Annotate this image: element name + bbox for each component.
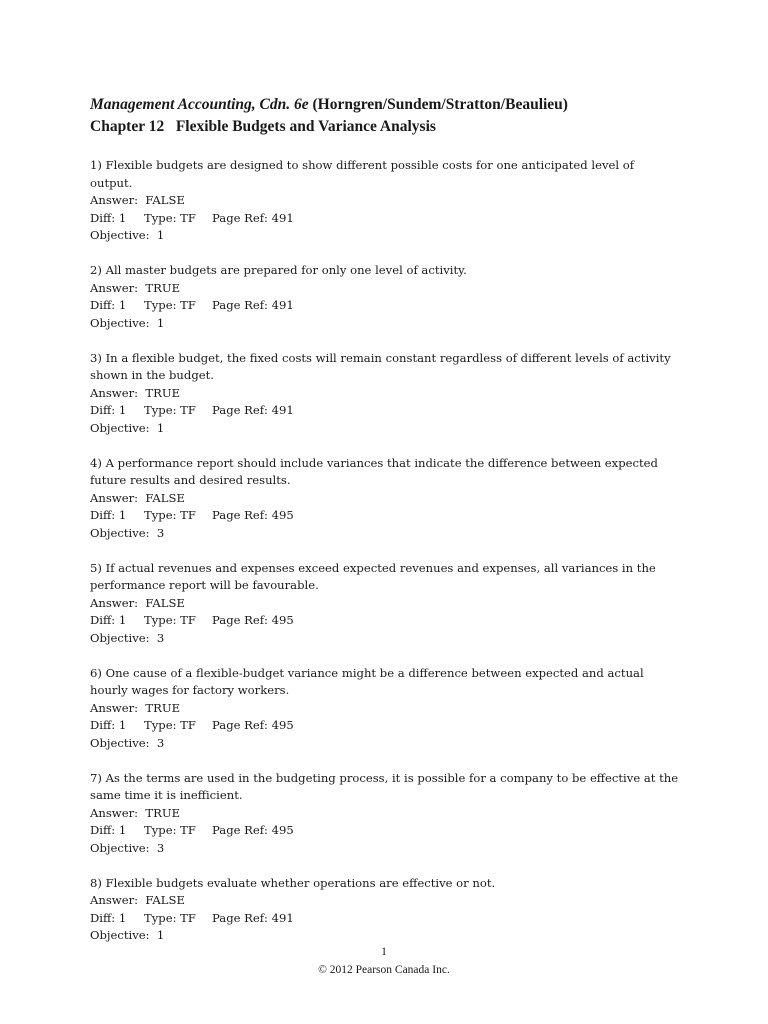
copyright-notice: © 2012 Pearson Canada Inc. <box>318 964 450 976</box>
question-type: Type: TF <box>144 718 196 732</box>
question-answer: Answer: FALSE <box>90 490 185 505</box>
book-authors: (Horngren/Sundem/Stratton/Beaulieu) <box>308 96 568 113</box>
question-diff: Diff: 1 <box>90 508 127 522</box>
question-diff: Diff: 1 <box>90 910 127 925</box>
question-diff: Diff: 1 <box>90 210 127 225</box>
question-item <box>90 455 680 543</box>
question-answer: Answer: TRUE <box>90 805 181 820</box>
question-objective: Objective: 3 <box>90 630 165 645</box>
question-type: Type: TF <box>144 613 196 627</box>
question-diff: Diff: 1 <box>90 823 127 837</box>
question-meta <box>90 822 680 840</box>
page-number: 1 <box>381 946 387 958</box>
question-objective: Objective: 1 <box>90 315 165 330</box>
question-meta <box>90 297 680 315</box>
question-meta <box>90 910 680 928</box>
question-stem: 4) A performance report should include variances that indicate the difference between expected future results and desired results. <box>90 455 658 487</box>
question-type: Type: TF <box>144 910 196 925</box>
question-item <box>90 350 680 438</box>
question-page-ref: Page Ref: 491 <box>212 403 294 417</box>
question-type: Type: TF <box>144 508 196 522</box>
question-type: Type: TF <box>144 823 196 837</box>
question-objective: Objective: 3 <box>90 840 165 855</box>
question-answer: Answer: TRUE <box>90 700 181 715</box>
question-item <box>90 560 680 648</box>
question-stem: 5) If actual revenues and expenses exceed expected revenues and expenses, all variances in the performance report will be favourable. <box>90 560 656 592</box>
question-stem: 2) All master budgets are prepared for only one level of activity. <box>90 263 467 277</box>
question-objective: Objective: 1 <box>90 420 165 435</box>
question-stem: 3) In a flexible budget, the fixed costs will remain constant regardless of different levels of activity shown in the budget. <box>90 350 671 382</box>
question-item <box>90 262 680 332</box>
question-page-ref: Page Ref: 491 <box>212 298 294 312</box>
question-answer: Answer: FALSE <box>90 595 185 610</box>
question-item <box>90 875 680 945</box>
book-title-line <box>90 94 730 116</box>
question-item <box>90 157 680 245</box>
question-meta <box>90 612 680 630</box>
question-type: Type: TF <box>144 210 196 225</box>
question-answer: Answer: TRUE <box>90 280 181 295</box>
question-type: Type: TF <box>144 298 196 312</box>
question-objective: Objective: 3 <box>90 525 165 540</box>
question-diff: Diff: 1 <box>90 613 127 627</box>
question-page-ref: Page Ref: 491 <box>212 210 294 225</box>
question-stem: 1) Flexible budgets are designed to show different possible costs for one anticipated level of output. <box>90 158 635 190</box>
question-type: Type: TF <box>144 403 196 417</box>
question-page-ref: Page Ref: 491 <box>212 910 294 925</box>
question-meta <box>90 210 680 228</box>
question-item <box>90 665 680 753</box>
question-list <box>90 157 680 962</box>
question-stem: 8) Flexible budgets evaluate whether operations are effective or not. <box>90 875 496 890</box>
question-diff: Diff: 1 <box>90 298 127 312</box>
question-meta <box>90 507 680 525</box>
question-answer: Answer: TRUE <box>90 385 181 400</box>
question-meta <box>90 717 680 735</box>
question-page-ref: Page Ref: 495 <box>212 613 294 627</box>
document-header <box>90 94 730 138</box>
chapter-title: Chapter 12 Flexible Budgets and Variance Analysis <box>90 118 436 135</box>
question-diff: Diff: 1 <box>90 718 127 732</box>
question-page-ref: Page Ref: 495 <box>212 508 294 522</box>
question-stem: 6) One cause of a flexible-budget variance might be a difference between expected and actual hourly wages for factory workers. <box>90 665 644 697</box>
question-item <box>90 770 680 858</box>
question-diff: Diff: 1 <box>90 403 127 417</box>
question-objective: Objective: 1 <box>90 228 165 242</box>
question-answer: Answer: FALSE <box>90 893 185 907</box>
question-meta <box>90 402 680 420</box>
question-objective: Objective: 3 <box>90 735 165 750</box>
question-answer: Answer: FALSE <box>90 193 185 207</box>
question-stem: 7) As the terms are used in the budgeting process, it is possible for a company to be effective at the same time it is inefficient. <box>90 770 679 802</box>
question-page-ref: Page Ref: 495 <box>212 718 294 732</box>
book-title: Management Accounting, Cdn. 6e <box>90 96 309 113</box>
question-objective: Objective: 1 <box>90 928 165 942</box>
question-page-ref: Page Ref: 495 <box>212 823 294 837</box>
